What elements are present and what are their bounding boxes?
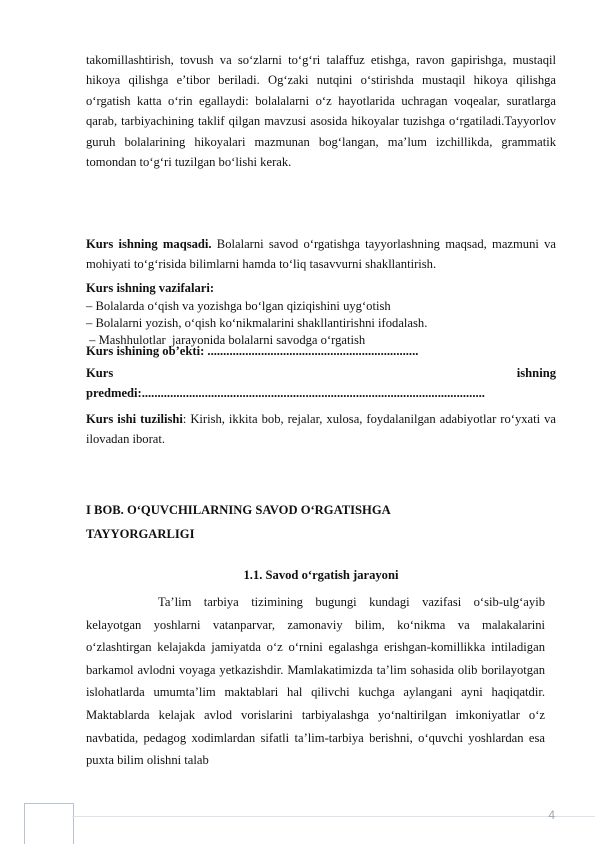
subject-word: ishning	[516, 366, 556, 380]
structure-paragraph	[86, 409, 556, 450]
subject-first-line	[86, 363, 556, 383]
page-number: 4	[548, 808, 555, 822]
tasks-label: Kurs ishning vazifalari:	[86, 281, 215, 295]
chapter-title-line: TAYYORGARLIGI	[86, 527, 195, 541]
chapter-heading	[86, 498, 556, 546]
chapter-title-line: I BOB. O‘QUVCHILARNING SAVOD O‘RGATISHGA	[86, 503, 391, 517]
section-title: 1.1. Savod o‘rgatish jarayoni	[243, 568, 399, 582]
object-line	[86, 341, 556, 361]
tasks-section	[86, 278, 556, 349]
footer-rule	[72, 816, 595, 817]
footer-corner-box	[24, 803, 74, 844]
structure-label: Kurs ishi tuzilishi	[86, 412, 183, 426]
goal-label: Kurs ishning maqsadi.	[86, 237, 212, 251]
structure-text: : Kirish, ikkita bob, rejalar, xulosa, foydalanilgan adabiyotlar ro‘yxati va ilovadan iborat.	[86, 412, 556, 447]
goal-paragraph	[86, 234, 556, 275]
subject-word: Kurs	[86, 366, 114, 380]
intro-paragraph	[86, 50, 556, 172]
goal-text: Bolalarni savod o‘rgatishga tayyorlashning maqsad, mazmuni va mohiyati to‘g‘risida bilimlarni hamda to‘liq tasavvurni shakllantirish.	[86, 237, 556, 272]
task-item: – Bolalarda o‘qish va yozishga bo‘lgan qiziqishini uyg‘otish	[86, 299, 391, 313]
object-text: Kurs ishining ob’ekti: ...................................................................	[86, 344, 419, 358]
task-item: – Mashhulotlar jarayonida bolalarni savodga o‘rgatish	[86, 333, 366, 347]
subject-line	[86, 363, 556, 403]
task-item: – Bolalarni yozish, o‘qish ko‘nikmalarini shakllantirishni ifodalash.	[86, 316, 428, 330]
intro-text: takomillashtirish, tovush va so‘zlarni to‘g‘ri talaffuz etishga, ravon gapirishga, mustaqil hikoya qilishga e’tibor beriladi. Og‘zaki nutqini o‘stirishda mustaqil hikoya qilishga o‘rgatish katta o‘rin egallaydi: bolalalarni o‘z hayotlarida uchragan voqealar, suratlarga qarab, tarbiyachining taklif qilgan mavzusi asosida hikoyalar tuzishga o‘rgatiladi.Tayyorlov guruh bolalarining hikoyalari mazmunan bog‘langan, ma’lum izchillikda, grammatik tomondan to‘g‘ri tuzilgan bo‘lishi kerak.	[86, 53, 556, 170]
section-body	[86, 591, 545, 772]
section-text: Ta’lim tarbiya tizimining bugungi kundagi vazifasi o‘sib-ulg‘ayib kelayotgan yoshlarni vatanparvar, zamonaviy bilim, ko‘nikma va malakalarini o‘zlashtirgan kelajakda jamiyatda o‘z o‘rnini egalashga erishgan-komillikka intiladigan barkamol avlodni voyaga yetkazishdir. Mamlakatimizda ta’lim sohasida olib borilayotgan islohatlarda umumta’lim maktablari hal qilivchi kuchga aylangani ayni haqiqatdir. Maktablarda kelajak avlod vorislarini tarbiyalashga yo‘naltirilgan imkoniyatlar o‘z navbatida, pedagog xodimlardan sifatli ta’lim-tarbiya berishni, o‘quvchi yoshlardan esa puxta bilim olishni talab	[86, 595, 545, 768]
subject-second-line: predmedi:.............................................................................................................	[86, 386, 485, 400]
section-heading	[86, 568, 556, 583]
